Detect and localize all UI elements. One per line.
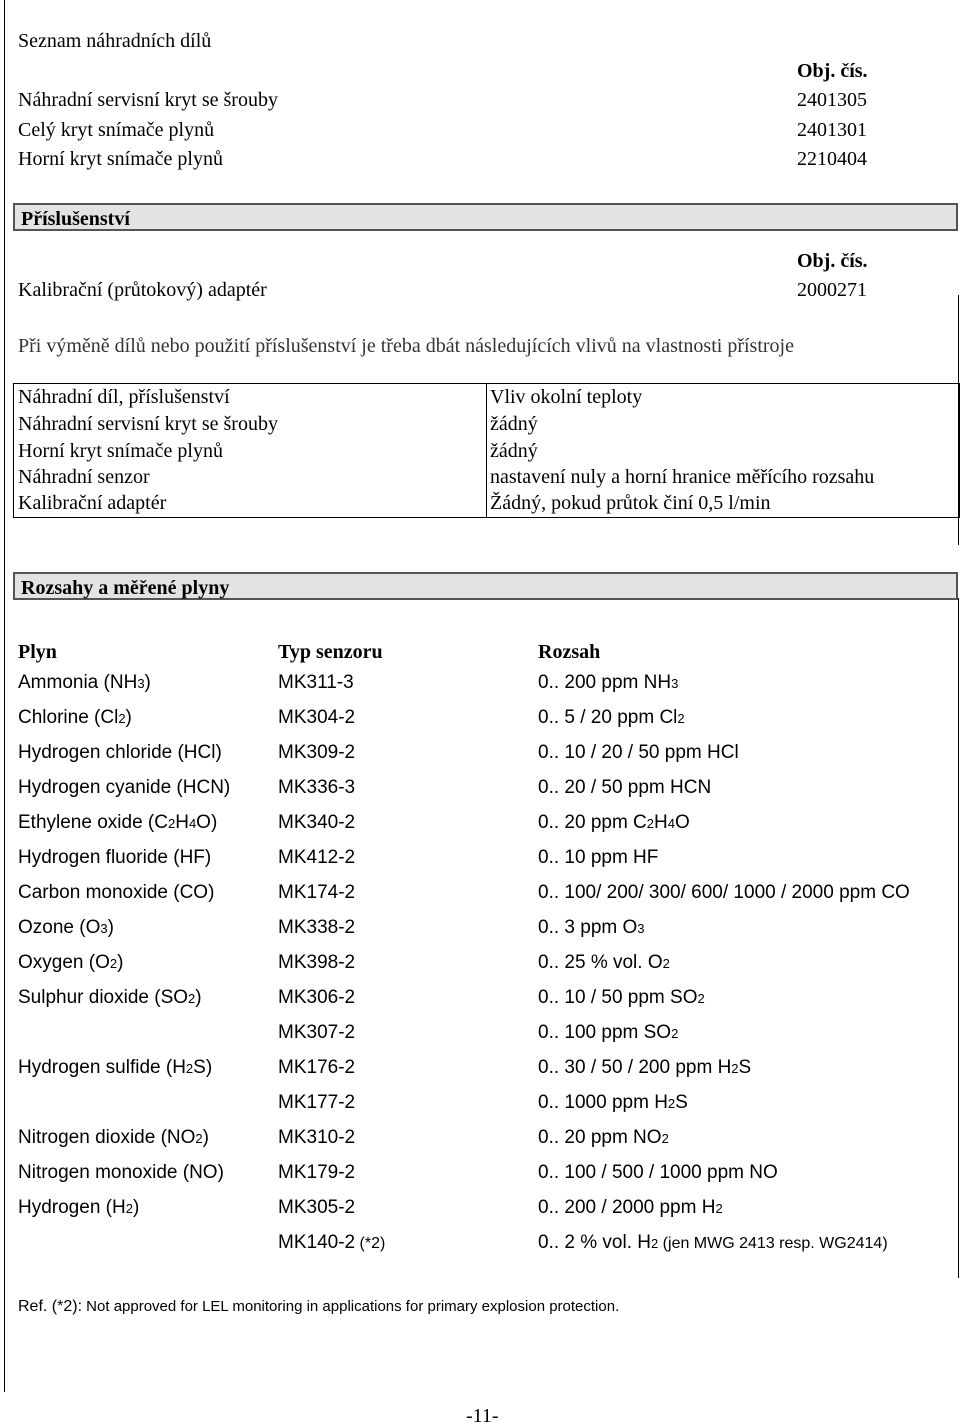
influence-part: Náhradní servisní kryt se šrouby: [18, 413, 278, 435]
text-part: ): [125, 707, 132, 728]
spare-part-number: 2210404: [797, 148, 867, 170]
subscript: 3: [137, 676, 145, 691]
text-part: O: [674, 812, 690, 833]
text-part: 0.. 20 ppm C: [538, 812, 647, 833]
text-part: MK398-2: [278, 952, 356, 973]
text-part: ): [132, 1197, 140, 1218]
subscript: 2: [651, 1236, 659, 1251]
sensor-cell: [278, 707, 355, 729]
text-part: MK177-2: [278, 1092, 356, 1113]
gas-cell: [18, 777, 230, 799]
page-right-border-lower: [958, 598, 959, 1278]
gas-cell: [18, 1057, 212, 1079]
page-left-border: [4, 0, 5, 1392]
influence-effect: žádný: [490, 413, 538, 435]
footnote: [18, 1298, 619, 1316]
text-part: MK311-3: [278, 672, 354, 693]
spare-part-name: Celý kryt snímače plynů: [18, 119, 215, 141]
range-cell: [538, 707, 685, 729]
text-part: ): [202, 1127, 209, 1148]
gas-cell: [18, 882, 214, 904]
sensor-cell: [278, 1127, 355, 1149]
subscript: 2: [667, 1096, 676, 1111]
subscript: 2: [697, 991, 705, 1006]
text-part: 0.. 200 ppm NH: [538, 672, 672, 693]
subscript: 2: [185, 1061, 194, 1076]
range-cell: [538, 1197, 723, 1219]
text-part: 0.. 25 % vol. O: [538, 952, 663, 973]
subscript: 2: [671, 1026, 679, 1041]
range-cell: [538, 882, 910, 904]
text-part: 0.. 1000 ppm H: [538, 1092, 668, 1113]
text-part: Ammonia (NH: [18, 672, 138, 693]
text-part: 0.. 100/ 200/ 300/ 600/ 1000 / 2000 ppm CO: [538, 882, 910, 903]
text-part: Oxygen (O: [18, 952, 110, 973]
text-part: H: [175, 812, 189, 833]
sensor-cell: [278, 1197, 355, 1219]
text-part: MK338-2: [278, 917, 356, 938]
text-part: MK336-3: [278, 777, 356, 798]
influence-part: Náhradní senzor: [18, 466, 150, 488]
sensor-note: (*2): [355, 1235, 386, 1252]
text-part: ): [195, 987, 202, 1008]
accessories-obj-header: Obj. čís.: [797, 250, 868, 272]
text-part: Hydrogen (H: [18, 1197, 126, 1218]
text-part: 0.. 100 ppm SO: [538, 1022, 672, 1043]
subscript: 3: [637, 921, 645, 936]
range-cell: [538, 1162, 778, 1184]
text-part: 0.. 10 / 50 ppm SO: [538, 987, 698, 1008]
sensor-cell: [278, 1232, 385, 1254]
range-cell: [538, 1232, 888, 1254]
footnote-text: Not approved for LEL monitoring in applications for primary explosion protection.: [82, 1298, 620, 1315]
range-cell: [538, 777, 711, 799]
ranges-header-bar: [13, 572, 958, 600]
sensor-cell: [278, 847, 355, 869]
accessory-number: 2000271: [797, 279, 867, 301]
subscript: 3: [100, 921, 108, 936]
subscript: 2: [662, 956, 670, 971]
text-part: MK340-2: [278, 812, 356, 833]
text-part: Hydrogen chloride (HCl): [18, 742, 222, 763]
text-part: S: [675, 1092, 688, 1113]
subscript: 2: [677, 711, 685, 726]
influence-effect: žádný: [490, 440, 538, 462]
text-part: 0.. 100 / 500 / 1000 ppm NO: [538, 1162, 778, 1183]
text-part: S: [738, 1057, 752, 1078]
subscript: 4: [667, 816, 675, 831]
sensor-cell: [278, 1162, 355, 1184]
spare-parts-title: Seznam náhradních dílů: [18, 30, 212, 52]
subscript: 2: [109, 956, 118, 971]
influence-effect: Žádný, pokud průtok činí 0,5 l/min: [490, 492, 771, 514]
ranges-title: Rozsahy a měřené plyny: [21, 577, 230, 599]
text-part: 0.. 20 / 50 ppm HCN: [538, 777, 712, 798]
sensor-cell: [278, 1092, 355, 1114]
text-part: 0.. 5 / 20 ppm Cl: [538, 707, 678, 728]
subscript: 2: [125, 1201, 133, 1216]
text-part: Ozone (O: [18, 917, 101, 938]
text-part: MK304-2: [278, 707, 356, 728]
text-part: Ethylene oxide (C: [18, 812, 168, 833]
gas-cell: [18, 742, 222, 764]
gas-cell: [18, 952, 123, 974]
range-cell: [538, 1127, 669, 1149]
text-part: MK305-2: [278, 1197, 356, 1218]
text-part: 0.. 2 % vol. H: [538, 1232, 651, 1253]
influence-effect: nastavení nuly a horní hranice měřícího rozsahu: [490, 466, 875, 488]
range-cell: [538, 742, 739, 764]
text-part: 0.. 20 ppm NO: [538, 1127, 662, 1148]
sensor-cell: [278, 812, 355, 834]
gas-cell: [18, 812, 217, 834]
range-cell: [538, 987, 705, 1009]
influence-note: Při výměně dílů nebo použití příslušenství je třeba dbát následujících vlivů na vlastnosti přístroje: [18, 335, 794, 357]
subscript: 2: [661, 1131, 669, 1146]
range-cell: [538, 1092, 688, 1114]
subscript: 4: [188, 816, 197, 831]
spare-part-name: Náhradní servisní kryt se šrouby: [18, 89, 278, 111]
text-part: ): [107, 917, 114, 938]
gas-cell: [18, 1127, 209, 1149]
text-part: 0.. 200 / 2000 ppm H: [538, 1197, 716, 1218]
sensor-cell: [278, 917, 355, 939]
sensor-cell: [278, 672, 354, 694]
text-part: 0.. 30 / 50 / 200 ppm H: [538, 1057, 732, 1078]
text-part: Nitrogen dioxide (NO: [18, 1127, 196, 1148]
text-part: Nitrogen monoxide (NO): [18, 1162, 224, 1183]
influence-part: Kalibrační adaptér: [18, 492, 167, 514]
subscript: 2: [646, 816, 655, 831]
gas-cell: [18, 847, 211, 869]
footnote-ref: Ref. (*2):: [18, 1298, 83, 1315]
text-part: MK306-2: [278, 987, 356, 1008]
influence-part: Horní kryt snímače plynů: [18, 440, 223, 462]
spare-part-number: 2401305: [797, 89, 867, 111]
range-cell: [538, 847, 658, 869]
ranges-col-range: Rozsah: [538, 641, 601, 663]
text-part: Hydrogen cyanide (HCN): [18, 777, 231, 798]
sensor-cell: [278, 987, 355, 1009]
text-part: MK310-2: [278, 1127, 356, 1148]
sensor-cell: [278, 777, 355, 799]
range-cell: [538, 672, 678, 694]
text-part: ): [144, 672, 151, 693]
influence-col2-header: Vliv okolní teploty: [490, 386, 643, 408]
gas-cell: [18, 1197, 139, 1219]
text-part: MK179-2: [278, 1162, 356, 1183]
influence-table-divider: [486, 383, 487, 518]
text-part: 0.. 3 ppm O: [538, 917, 638, 938]
text-part: MK140-2: [278, 1232, 356, 1253]
text-part: MK309-2: [278, 742, 356, 763]
gas-cell: [18, 1162, 224, 1184]
ranges-col-sensor: Typ senzoru: [278, 641, 383, 663]
subscript: 3: [671, 676, 679, 691]
sensor-cell: [278, 742, 355, 764]
subscript: 2: [188, 991, 196, 1006]
text-part: Carbon monoxide (CO): [18, 882, 215, 903]
range-cell: [538, 1022, 678, 1044]
spare-part-name: Horní kryt snímače plynů: [18, 148, 223, 170]
text-part: Hydrogen fluoride (HF): [18, 847, 212, 868]
spare-parts-obj-header: Obj. čís.: [797, 60, 868, 82]
subscript: 2: [195, 1131, 203, 1146]
gas-cell: [18, 987, 202, 1009]
subscript: 2: [715, 1201, 723, 1216]
text-part: Sulphur dioxide (SO: [18, 987, 189, 1008]
influence-col1-header: Náhradní díl, příslušenství: [18, 386, 230, 408]
subscript: 2: [167, 816, 176, 831]
text-part: MK174-2: [278, 882, 356, 903]
accessory-name: Kalibrační (průtokový) adaptér: [18, 279, 267, 301]
accessories-title: Příslušenství: [21, 208, 130, 230]
spare-part-number: 2401301: [797, 119, 867, 141]
sensor-cell: [278, 1057, 355, 1079]
text-part: S): [193, 1057, 213, 1078]
subscript: 2: [731, 1061, 739, 1076]
text-part: ): [117, 952, 124, 973]
range-cell: [538, 812, 690, 834]
page-number: -11-: [466, 1405, 499, 1427]
gas-cell: [18, 707, 132, 729]
text-part: 0.. 10 ppm HF: [538, 847, 659, 868]
text-part: MK176-2: [278, 1057, 356, 1078]
ranges-col-gas: Plyn: [18, 641, 57, 663]
text-part: 0.. 10 / 20 / 50 ppm HCl: [538, 742, 739, 763]
sensor-cell: [278, 952, 355, 974]
gas-cell: [18, 917, 114, 939]
text-part: Hydrogen sulfide (H: [18, 1057, 186, 1078]
range-cell: [538, 952, 670, 974]
sensor-cell: [278, 882, 355, 904]
range-cell: [538, 1057, 751, 1079]
range-note: (jen MWG 2413 resp. WG2414): [658, 1235, 888, 1252]
subscript: 2: [118, 711, 126, 726]
range-cell: [538, 917, 645, 939]
gas-cell: [18, 672, 151, 694]
text-part: H: [654, 812, 668, 833]
sensor-cell: [278, 1022, 355, 1044]
text-part: MK412-2: [278, 847, 356, 868]
accessories-header-bar: [13, 203, 958, 231]
text-part: Chlorine (Cl: [18, 707, 119, 728]
text-part: MK307-2: [278, 1022, 356, 1043]
text-part: O): [196, 812, 218, 833]
